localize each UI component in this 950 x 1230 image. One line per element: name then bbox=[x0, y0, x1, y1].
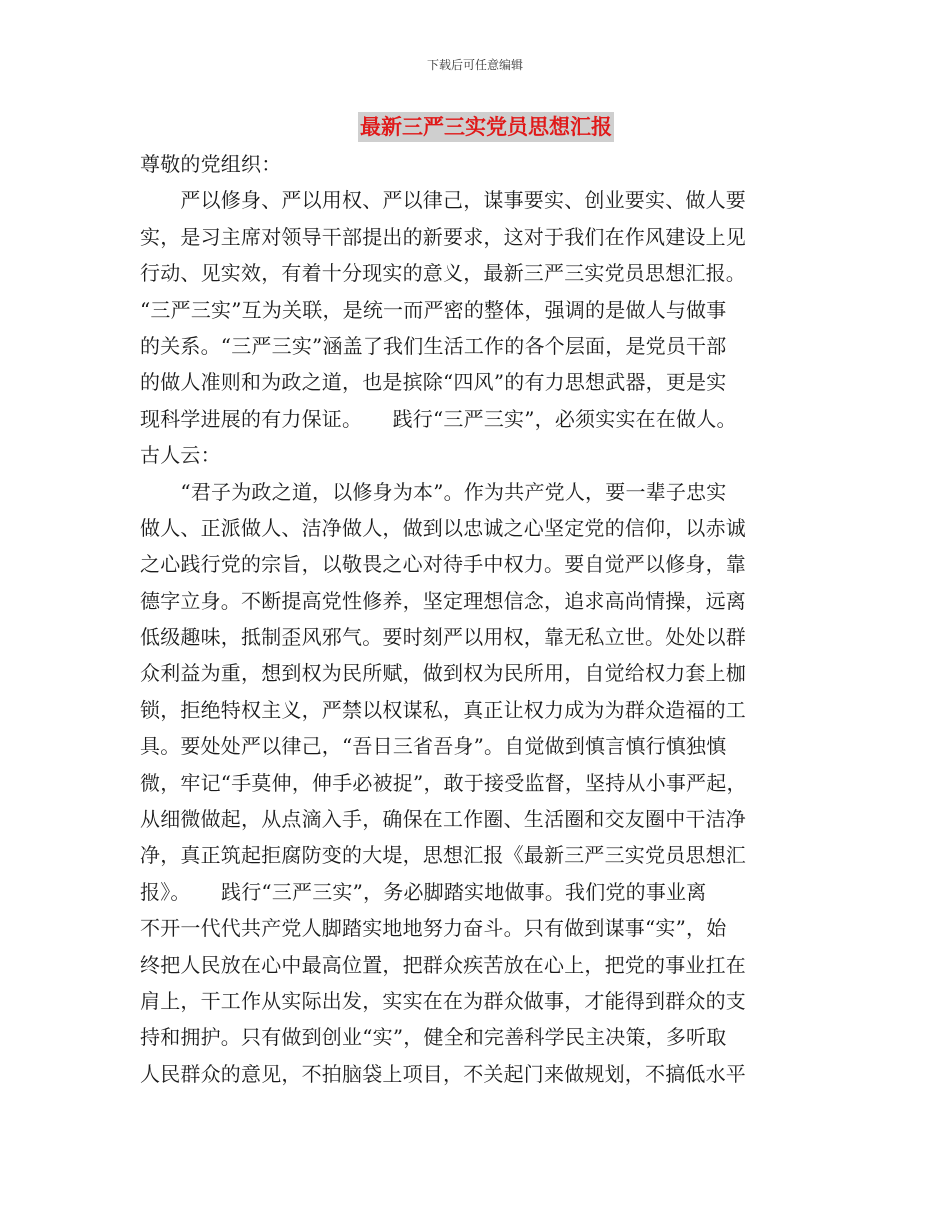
body-line: 锁，拒绝特权主义，严禁以权谋私，真正让权力成为为群众造福的工 bbox=[140, 697, 746, 722]
body-line: “三严三实”互为关联，是统一而严密的整体，强调的是做人与做事 bbox=[140, 297, 727, 322]
body-line: 不开一代代共产党人脚踏实地地努力奋斗。只有做到谋事“实”，始 bbox=[140, 916, 727, 941]
body-line: 肩上，干工作从实际出发，实实在在为群众做事，才能得到群众的支 bbox=[140, 988, 746, 1013]
body-line: 德字立身。不断提高党性修养，坚定理想信念，追求高尚情操，远离 bbox=[140, 588, 746, 613]
body-line: 报》。 践行“三严三实”，务必脚踏实地做事。我们党的事业离 bbox=[140, 879, 707, 904]
body-line: 做人、正派做人、洁净做人，做到以忠诚之心坚定党的信仰，以赤诚 bbox=[140, 515, 746, 540]
body-line: 具。要处处严以律己，“吾日三省吾身”。自觉做到慎言慎行慎独慎 bbox=[140, 734, 727, 759]
body-line: 严以修身、严以用权、严以律己，谋事要实、创业要实、做人要 bbox=[140, 188, 746, 213]
document-body bbox=[140, 146, 810, 1092]
body-line: 微，牢记“手莫伸，伸手必被捉”，敢于接受监督，坚持从小事严起， bbox=[140, 770, 747, 795]
body-line: 古人云： bbox=[140, 443, 221, 468]
body-line: 终把人民放在心中最高位置，把群众疾苦放在心上，把党的事业扛在 bbox=[140, 952, 746, 977]
body-line: 净，真正筑起拒腐防变的大堤，思想汇报《最新三严三实党员思想汇 bbox=[140, 843, 746, 868]
header-note: 下载后可任意编辑 bbox=[426, 58, 523, 72]
body-line: 低级趣味，抵制歪风邪气。要时刻严以用权，靠无私立世。处处以群 bbox=[140, 625, 746, 650]
body-line: 现科学进展的有力保证。 践行“三严三实”，必须实实在在做人。 bbox=[140, 406, 737, 431]
body-line: 之心践行党的宗旨，以敬畏之心对待手中权力。要自觉严以修身，靠 bbox=[140, 552, 746, 577]
body-line: 行动、见实效，有着十分现实的意义，最新三严三实党员思想汇报。 bbox=[140, 261, 746, 286]
body-line: 实，是习主席对领导干部提出的新要求，这对于我们在作风建设上见 bbox=[140, 224, 746, 249]
body-line: 人民群众的意见，不拍脑袋上项目，不关起门来做规划，不搞低水平 bbox=[140, 1061, 746, 1086]
body-line: 的关系。“三严三实”涵盖了我们生活工作的各个层面，是党员干部 bbox=[140, 333, 727, 358]
body-line: 众利益为重，想到权为民所赋，做到权为民所用，自觉给权力套上枷 bbox=[140, 661, 746, 686]
body-line: 持和拥护。只有做到创业“实”，健全和完善科学民主决策，多听取 bbox=[140, 1025, 727, 1050]
document-title: 最新三严三实党员思想汇报 bbox=[358, 112, 614, 142]
body-line: 从细微做起，从点滴入手，确保在工作圈、生活圈和交友圈中干洁净 bbox=[140, 807, 746, 832]
body-line: “君子为政之道，以修身为本”。作为共产党人，要一辈子忠实 bbox=[140, 479, 727, 504]
body-line: 尊敬的党组织： bbox=[140, 152, 282, 176]
body-line: 的做人准则和为政之道，也是摈除“四风”的有力思想武器，更是实 bbox=[140, 370, 727, 395]
